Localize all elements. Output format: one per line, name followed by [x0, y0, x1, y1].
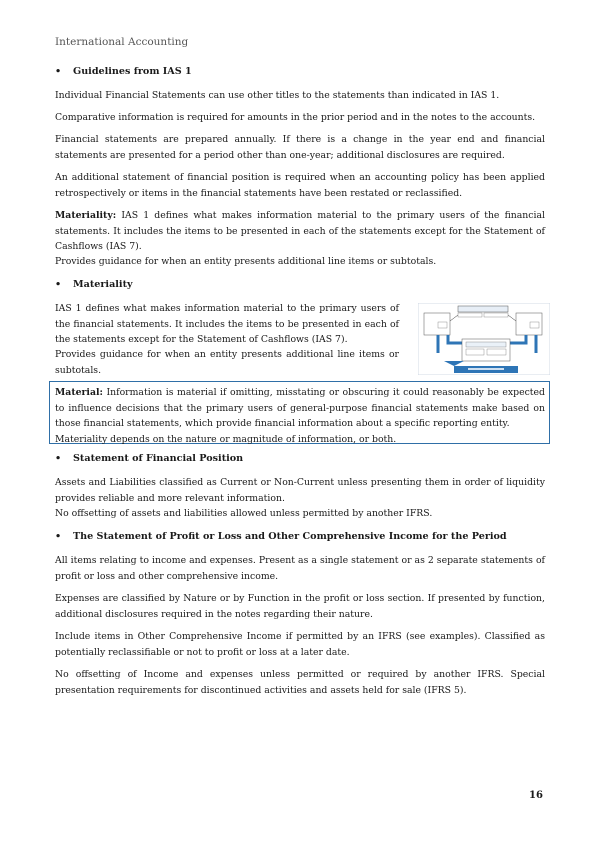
paragraph-materiality: [55, 208, 545, 255]
paragraph: An additional statement of financial position is required when an accounting policy has been applied retrospectively or items in the financial statements have been restated or reclassified.: [55, 172, 545, 199]
paragraph: IAS 1 defines what makes information material to the primary users of the financial statements. It includes the items to be presented in each of the statements except for the Statement of Cashflows (IAS 7).: [55, 303, 399, 345]
page-number: 16: [529, 790, 543, 801]
bullet-icon: •: [55, 453, 62, 464]
paragraph: No offsetting of assets and liabilities allowed unless permitted by another IFRS.: [55, 508, 433, 519]
materiality-label: Materiality:: [55, 210, 117, 221]
material-definition: [55, 385, 545, 447]
paragraph: Assets and Liabilities classified as Current or Non-Current unless presenting them in order of liquidity provides reliable and more relevant information.: [55, 477, 545, 504]
paragraph: Individual Financial Statements can use other titles to the statements than indicated in IAS 1.: [55, 90, 500, 101]
section-heading-profit-or-loss: [55, 531, 507, 542]
heading-text: Materiality: [73, 279, 133, 290]
section-heading-guidelines: [55, 66, 192, 77]
heading-text: Statement of Financial Position: [73, 453, 244, 464]
running-header: International Accounting: [55, 36, 189, 48]
paragraph: Comparative information is required for amounts in the prior period and in the notes to the accounts.: [55, 112, 536, 123]
material-text: Information is material if omitting, misstating or obscuring it could reasonably be expected to influence decisions that the primary users of general-purpose financial statements make based on those financial statements, which provide financial information about a specific reporting entity.: [55, 387, 545, 429]
section-heading-financial-position: [55, 453, 243, 464]
paragraph: No offsetting of Income and expenses unless permitted or required by another IFRS. Special presentation requirements for discontinued activities and assets held for sale (IFRS 5).: [55, 669, 545, 696]
material-label: Material:: [55, 387, 103, 398]
paragraph: Include items in Other Comprehensive Income if permitted by an IFRS (see examples). Classified as potentially reclassifiable or not to profit or loss at a later date.: [55, 631, 545, 658]
paragraph: Expenses are classified by Nature or by Function in the profit or loss section. If presented by function, additional disclosures required in the notes regarding their nature.: [55, 593, 545, 620]
paragraph: All items relating to income and expenses. Present as a single statement or as 2 separate statements of profit or loss and other comprehensive income.: [55, 555, 545, 582]
heading-text: The Statement of Profit or Loss and Other Comprehensive Income for the Period: [73, 531, 507, 542]
bullet-icon: •: [55, 66, 62, 77]
material-note: Materiality depends on the nature or magnitude of information, or both.: [55, 433, 397, 445]
bullet-icon: •: [55, 531, 62, 542]
paragraph: Provides guidance for when an entity presents additional line items or subtotals.: [55, 256, 437, 267]
cash-flow-diagram-icon: [418, 303, 550, 375]
materiality-text: IAS 1 defines what makes information material to the primary users of the financial statements. It includes the items to be presented in each of the statements except for the Statement of Cashflows (IAS 7).: [55, 210, 545, 252]
section-heading-materiality: [55, 279, 133, 290]
paragraph: Provides guidance for when an entity presents additional line items or subtotals.: [55, 349, 399, 376]
heading-text: Guidelines from IAS 1: [73, 66, 192, 77]
paragraph: Financial statements are prepared annually. If there is a change in the year end and financial statements are presented for a period other than one-year; additional disclosures are required.: [55, 134, 545, 161]
bullet-icon: •: [55, 279, 62, 290]
